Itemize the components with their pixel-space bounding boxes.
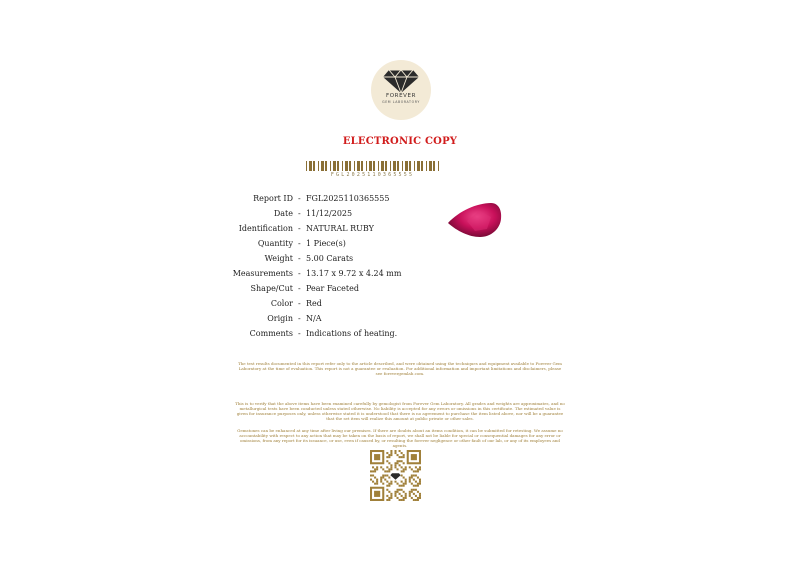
row-label: Date <box>273 209 293 218</box>
row-value: 11/12/2025 <box>306 209 353 218</box>
row-label: Color <box>270 299 293 308</box>
barcode <box>306 161 439 171</box>
row-label: Weight <box>264 254 293 263</box>
company-logo <box>371 60 431 120</box>
qr-code[interactable] <box>370 450 421 501</box>
disclaimer-verification: This is to verify that the above items have been examined carefully by gemologist from Forever Gem Laboratory. All grades and weights are approximates, and no metallurgical tests have been conducted unless stated otherwise. No liability is accepted for any errors or omissions in this certificate. The estimated value is given for insurance purposes only, unless otherwise stated it is understood that there is no agreement to purchase the item listed above, nor will be a guarantee that the set item will realize this amount at public private or other sales. <box>235 401 565 421</box>
row-value: 5.00 Carats <box>306 254 354 263</box>
row-label: Report ID <box>253 194 293 203</box>
electronic-copy-title: ELECTRONIC COPY <box>342 136 458 147</box>
row-value: FGL2025110365555 <box>306 194 390 203</box>
row-label: Measurements <box>232 269 293 278</box>
disclaimer-liability: Gemstones can be enhanced at any time after living our premises. If there are doubts about an items condition, it can be submitted for retesting. We assume no accountability with respect to any action that may be taken on the basis of report, we shall not be liable for special or consequential damages for any error or omissions, from any report for its issuance, or use, even if caused by, or resulting the forever negligence or other fault of our lab, or any of its employees and agents. <box>237 428 563 448</box>
ruby-gemstone-image <box>447 201 503 239</box>
row-label: Comments <box>249 329 293 338</box>
row-value: NATURAL RUBY <box>306 224 374 233</box>
row-value: Pear Faceted <box>306 284 359 293</box>
row-value: 13.17 x 9.72 x 4.24 mm <box>306 269 402 278</box>
row-value: Indications of heating. <box>306 329 398 338</box>
row-value: N/A <box>306 314 322 323</box>
brand-subtitle: GEM LABORATORY <box>382 100 420 104</box>
row-label: Quantity <box>257 239 293 248</box>
row-label: Shape/Cut <box>250 284 293 293</box>
barcode-number: FGL2025110365555 <box>330 172 415 178</box>
brand-name: FOREVER <box>385 93 417 99</box>
row-label: Identification <box>238 224 293 233</box>
row-value: Red <box>306 299 322 308</box>
disclaimer-results: The test results documented in this report refer only to the article described, and were obtained using the techniques and equipment available to Forever Gem Laboratory at the time of evaluation. This report is not a guarantee or evaluation. For additional information and important limitations and disclaimers, please see forevergemlab.com. <box>238 361 562 376</box>
row-label: Origin <box>267 314 293 323</box>
diamond-icon <box>382 68 420 94</box>
row-value: 1 Piece(s) <box>306 239 346 248</box>
